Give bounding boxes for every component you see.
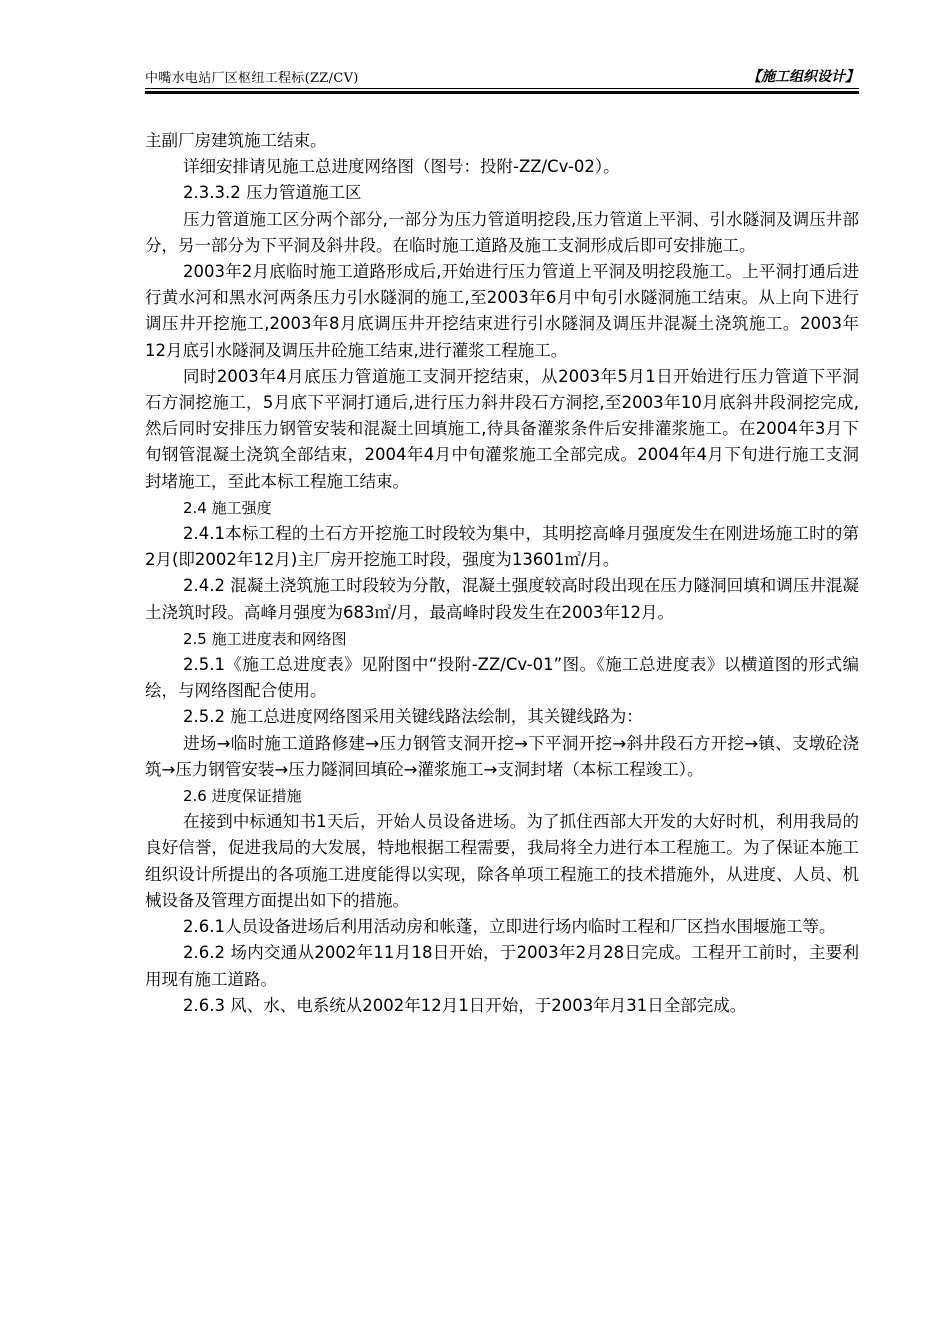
paragraph: 2.6.1人员设备进场后利用活动房和帐蓬，立即进行场内临时工程和厂区挡水围堰施工等。 (183, 917, 836, 937)
page-header (145, 65, 859, 87)
header-rule-thin (145, 88, 859, 89)
paragraph: 压力管道施工区分两个部分,一部分为压力管道明挖段,压力管道上平洞、引水隧洞及调压井部分，另一部分为下平洞及斜井段。在临时施工道路及施工支洞形成后即可安排施工。 (145, 209, 859, 255)
section-heading: 2.5 施工进度表和网络图 (183, 629, 347, 648)
section-heading: 2.3.3.2 压力管道施工区 (183, 183, 362, 203)
paragraph: 在接到中标通知书1天后，开始人员设备进场。为了抓住西部大开发的大好时机，利用我局的良好信誉，促进我局的大发展，特地根据工程需要，我局将全力进行本工程施工。为了保证本施工组织设计所提出的各项施工进度能得以实现，除各单项工程施工的技术措施外，从进度、人员、机械设备及管理方面提出如下的措施。 (145, 812, 859, 910)
document-body (145, 128, 859, 1019)
section-heading: 2.6 进度保证措施 (183, 787, 302, 806)
paragraph: 2.4.1本标工程的土石方开挖施工时段较为集中，其明挖高峰月强度发生在刚进场施工时的第2月(即2002年12月)主厂房开挖施工时段，强度为13601㎡/月。 (145, 524, 859, 570)
critical-path: 进场→临时施工道路修建→压力钢管支洞开挖→下平洞开挖→斜井段石方开挖→镇、支墩砼浇筑→压力钢管安装→压力隧洞回填砼→灌浆施工→支洞封堵（本标工程竣工）。 (145, 733, 859, 779)
paragraph: 主副厂房建筑施工结束。 (145, 131, 327, 150)
paragraph: 详细安排请见施工总进度网络图（图号：投附-ZZ/Cv-02）。 (183, 157, 620, 177)
paragraph: 2.6.3 风、水、电系统从2002年12月1日开始，于2003年月31日全部完成。 (183, 995, 747, 1015)
paragraph: 2.4.2 混凝土浇筑施工时段较为分散，混凝土强度较高时段出现在压力隧洞回填和调压井混凝土浇筑时段。高峰月强度为683㎡/月，最高峰时段发生在2003年12月。 (145, 576, 859, 622)
header-project-title: 中嘴水电站厂区枢纽工程标(ZZ/CV) (145, 71, 359, 86)
section-heading: 2.4 施工强度 (183, 498, 272, 517)
header-section-title: 【施工组织设计】 (747, 69, 859, 85)
header-rule-thick (145, 91, 859, 94)
paragraph: 2.5.2 施工总进度网络图采用关键线路法绘制，其关键线路为： (183, 707, 643, 727)
paragraph: 同时2003年4月底压力管道施工支洞开挖结束，从2003年5月1日开始进行压力管道下平洞石方洞挖施工，5月底下平洞打通后,进行压力斜井段石方洞挖,至2003年10月底斜井段洞挖完成,然后同时安排压力钢管安装和混凝土回填施工,待具备灌浆条件后安排灌浆施工。在2004年3月下旬钢管混凝土浇筑全部结束，2004年4月中旬灌浆施工全部完成。2004年4月下旬进行施工支洞封堵施工，至此本标工程施工结束。 (145, 366, 859, 491)
paragraph: 2.6.2 场内交通从2002年11月18日开始，于2003年2月28日完成。工程开工前时，主要利用现有施工道路。 (145, 943, 859, 989)
paragraph: 2.5.1《施工总进度表》见附图中“投附-ZZ/Cv-01”图。《施工总进度表》以横道图的形式编绘，与网络图配合使用。 (145, 655, 859, 701)
paragraph: 2003年2月底临时施工道路形成后,开始进行压力管道上平洞及明挖段施工。上平洞打通后进行黄水河和黑水河两条压力引水隧洞的施工,至2003年6月中旬引水隧洞施工结束。从上向下进行调压井开挖施工,2003年8月底调压井开挖结束进行引水隧洞及调压井混凝土浇筑施工。2003年12月底引水隧洞及调压井砼施工结束,进行灌浆工程施工。 (145, 262, 859, 360)
